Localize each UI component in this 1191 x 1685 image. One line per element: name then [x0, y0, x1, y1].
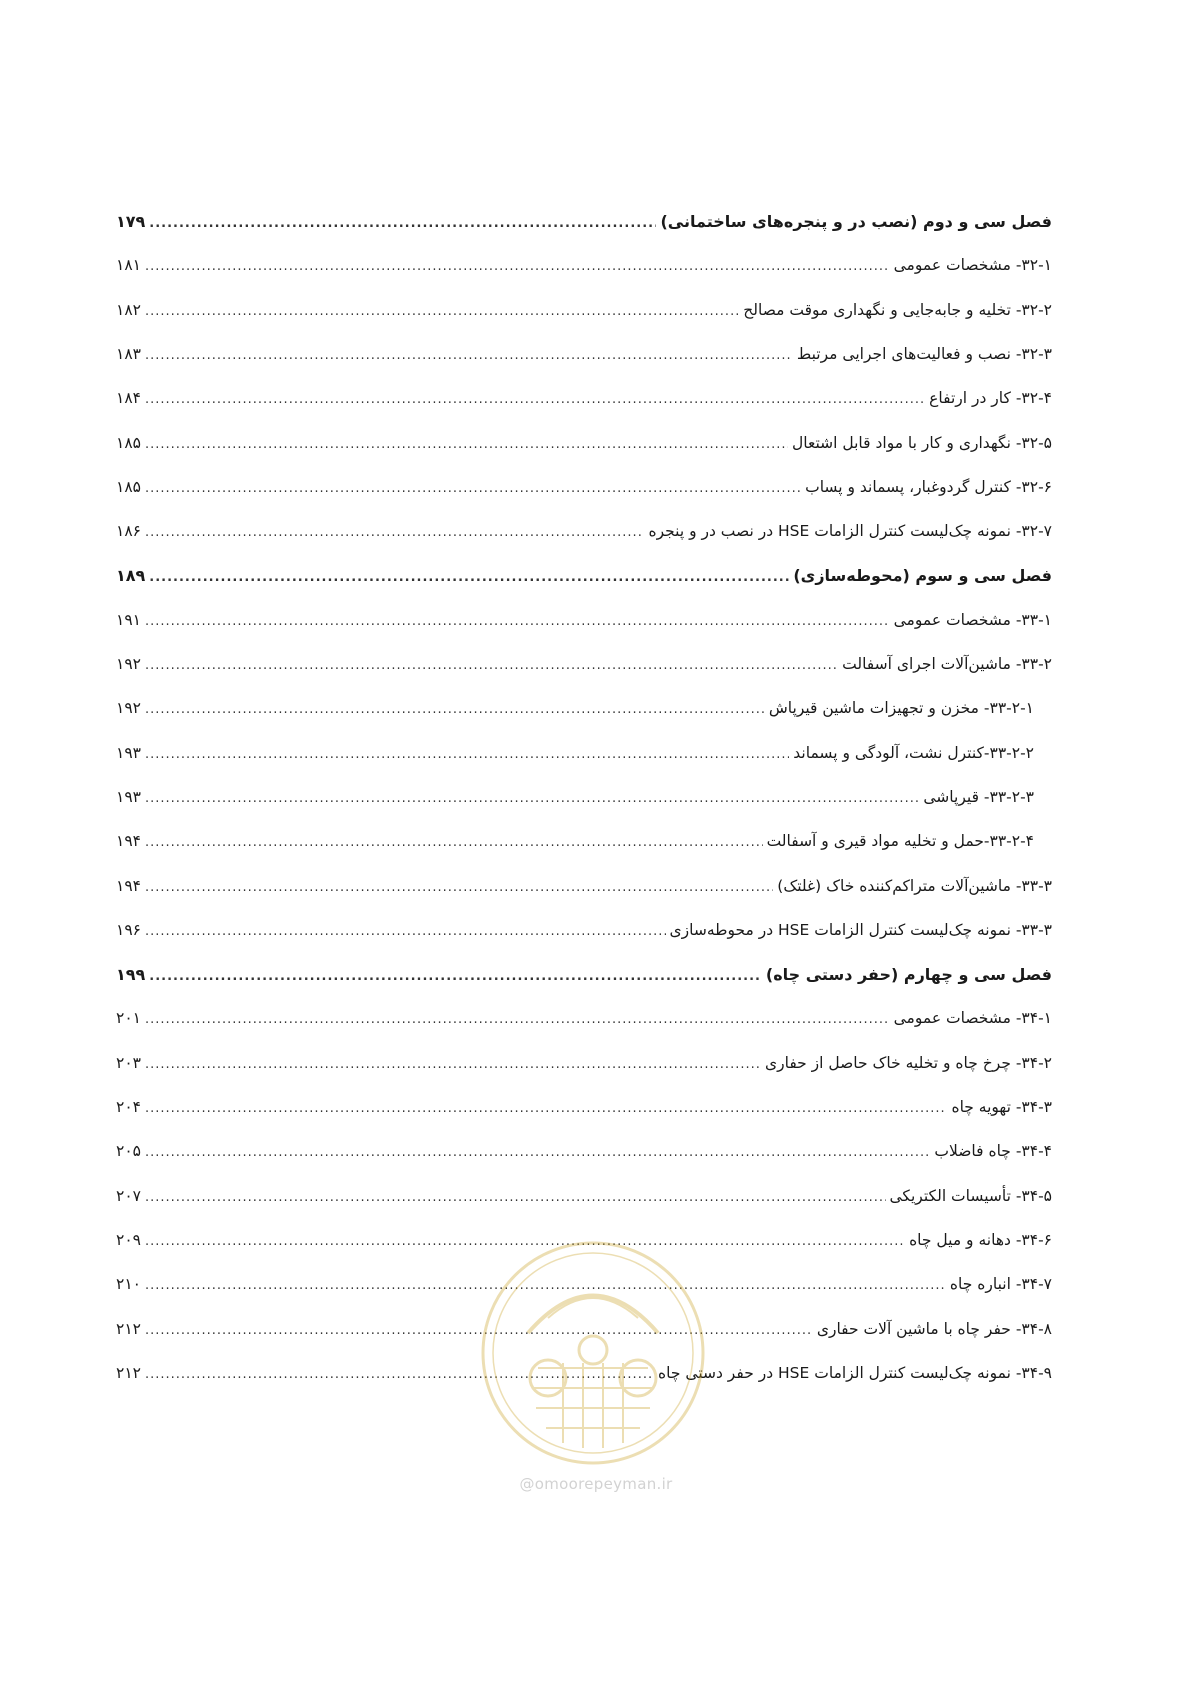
toc-entry-row[interactable]	[116, 1187, 1052, 1217]
dot-leader	[145, 1367, 654, 1382]
dot-leader	[145, 614, 890, 629]
toc-entry-title: ۳۴-۱- مشخصات عمومی	[893, 1009, 1052, 1028]
toc-page-number: ۲۱۰	[116, 1275, 141, 1294]
toc-page-number: ۱۹۲	[116, 699, 141, 718]
toc-entry-row[interactable]	[116, 522, 1052, 552]
toc-entry-title: ۳۳-۳- نمونه چک‌لیست کنترل الزامات HSE در محوطه‌سازی	[669, 920, 1052, 939]
dot-leader	[145, 348, 793, 363]
toc-entry-title: فصل سی و دوم (نصب در و پنجره‌های ساختمانی)	[660, 212, 1052, 231]
dot-leader	[145, 1323, 813, 1338]
toc-chapter-row[interactable]	[116, 212, 1052, 242]
toc-page-number: ۱۸۶	[116, 522, 141, 541]
watermark-url: @omoorepeyman.ir	[519, 1475, 673, 1493]
toc-page-number: ۲۰۷	[116, 1186, 141, 1205]
toc-entry-row[interactable]	[116, 611, 1052, 641]
toc-entry-row[interactable]	[116, 699, 1052, 729]
toc-page-number: ۱۹۳	[116, 743, 141, 762]
toc-entry-row[interactable]	[116, 744, 1052, 774]
watermark-logo-icon	[478, 1238, 708, 1468]
dot-leader	[149, 570, 789, 585]
dot-leader	[145, 747, 789, 762]
toc-entry-title: ۳۴-۶- دهانه و میل چاه	[909, 1230, 1052, 1249]
toc-entry-row[interactable]	[116, 788, 1052, 818]
toc-entry-row[interactable]	[116, 1009, 1052, 1039]
toc-entry-row[interactable]	[116, 655, 1052, 685]
toc-page-number: ۱۹۳	[116, 787, 141, 806]
dot-leader	[145, 702, 765, 717]
toc-page-number: ۱۸۲	[116, 300, 141, 319]
toc-page-number: ۱۸۵	[116, 477, 141, 496]
toc-entry-row[interactable]	[116, 256, 1052, 286]
toc-entry-title: ۳۴-۷- انباره چاه	[949, 1275, 1052, 1294]
toc-entry-row[interactable]	[116, 478, 1052, 508]
toc-entry-row[interactable]	[116, 1320, 1052, 1350]
toc-page-number: ۲۰۳	[116, 1053, 141, 1072]
toc-entry-title: ۳۲-۴- کار در ارتفاع	[929, 389, 1052, 408]
toc-page-number: ۱۹۴	[116, 876, 141, 895]
dot-leader	[145, 1057, 761, 1072]
toc-entry-row[interactable]	[116, 1098, 1052, 1128]
toc-page-number: ۲۰۵	[116, 1142, 141, 1161]
toc-entry-row[interactable]	[116, 1054, 1052, 1084]
dot-leader	[149, 969, 762, 984]
dot-leader	[145, 924, 666, 939]
dot-leader	[145, 259, 890, 274]
toc-entry-row[interactable]	[116, 1275, 1052, 1305]
toc-page-number: ۱۹۲	[116, 655, 141, 673]
toc-entry-title: فصل سی و چهارم (حفر دستی چاه)	[765, 965, 1052, 985]
toc-page-number: ۱۸۴	[116, 389, 141, 408]
toc-entry-row[interactable]	[116, 921, 1052, 951]
toc-entry-title: ۳۲-۲- تخلیه و جابه‌جایی و نگهداری موقت مصالح	[743, 300, 1052, 319]
toc-page-number: ۲۱۲	[116, 1319, 141, 1338]
dot-leader	[145, 1012, 890, 1027]
toc-entry-title: ۳۲-۳- نصب و فعالیت‌های اجرایی مرتبط	[796, 344, 1052, 363]
toc-chapter-row[interactable]	[116, 965, 1052, 995]
toc-entry-title: ۳۴-۴- چاه فاضلاب	[934, 1142, 1052, 1161]
dot-leader	[145, 658, 838, 673]
dot-leader	[145, 437, 788, 452]
dot-leader	[145, 835, 763, 850]
toc-entry-title: ۳۲-۱- مشخصات عمومی	[893, 256, 1052, 275]
toc-entry-title: ۳۳-۲-۳- قیرپاشی	[923, 787, 1034, 806]
toc-page-number: ۱۹۹	[116, 965, 146, 985]
toc-page-number: ۲۰۴	[116, 1098, 141, 1116]
dot-leader	[145, 791, 919, 806]
toc-entry-title: ۳۴-۹- نمونه چک‌لیست کنترل الزامات HSE در حفر دستی چاه	[658, 1363, 1052, 1382]
toc-entry-title: ۳۳-۲-۲-کنترل نشت، آلودگی و پسماند	[793, 743, 1034, 762]
toc-entry-row[interactable]	[116, 389, 1052, 419]
dot-leader	[149, 216, 656, 231]
toc-entry-title: ۳۲-۵- نگهداری و کار با مواد قابل اشتعال	[792, 433, 1052, 452]
toc-entry-title: ۳۳-۱- مشخصات عمومی	[893, 610, 1052, 629]
dot-leader	[145, 880, 773, 895]
toc-entry-title: ۳۳-۲-۱- مخزن و تجهیزات ماشین قیرپاش	[768, 699, 1034, 718]
dot-leader	[145, 1190, 886, 1205]
toc-entry-title: ۳۴-۳- تهویه چاه	[951, 1098, 1052, 1116]
dot-leader	[145, 1234, 905, 1249]
toc-entry-row[interactable]	[116, 877, 1052, 907]
toc-entry-title: ۳۳-۲- ماشین‌آلات اجرای آسفالت	[842, 655, 1052, 673]
toc-page-number: ۱۸۹	[116, 566, 146, 586]
toc-entry-title: ۳۳-۲-۴-حمل و تخلیه مواد قیری و آسفالت	[766, 832, 1034, 851]
toc-entry-row[interactable]	[116, 832, 1052, 862]
toc-page-number: ۲۱۲	[116, 1363, 141, 1382]
toc-page-number: ۱۷۹	[116, 212, 146, 231]
toc-entry-title: ۳۴-۸- حفر چاه با ماشین آلات حفاری	[816, 1319, 1052, 1338]
toc-page-number: ۱۹۶	[116, 920, 141, 939]
toc-entry-row[interactable]	[116, 434, 1052, 464]
toc-page-number: ۱۸۱	[116, 256, 141, 275]
toc-page-number: ۲۰۱	[116, 1009, 141, 1028]
dot-leader	[145, 1278, 946, 1293]
toc-page-number: ۱۹۱	[116, 610, 141, 629]
dot-leader	[145, 1145, 930, 1160]
dot-leader	[145, 1101, 947, 1116]
toc-entry-title: ۳۲-۶- کنترل گردوغبار، پسماند و پساب	[805, 477, 1052, 496]
toc-page-number: ۲۰۹	[116, 1230, 141, 1249]
toc-entry-title: ۳۳-۳- ماشین‌آلات متراکم‌کننده خاک (غلتک)	[777, 876, 1052, 895]
toc-entry-title: ۳۴-۲- چرخ چاه و تخلیه خاک حاصل از حفاری	[764, 1053, 1052, 1072]
toc-entry-row[interactable]	[116, 1142, 1052, 1172]
toc-entry-row[interactable]	[116, 301, 1052, 331]
toc-page-number: ۱۸۳	[116, 344, 141, 363]
toc-chapter-row[interactable]	[116, 566, 1052, 596]
dot-leader	[145, 304, 739, 319]
dot-leader	[145, 525, 645, 540]
toc-entry-title: ۳۲-۷- نمونه چک‌لیست کنترل الزامات HSE در نصب در و پنجره	[648, 522, 1052, 541]
toc-entry-row[interactable]	[116, 345, 1052, 375]
dot-leader	[145, 392, 925, 407]
toc-entry-title: فصل سی و سوم (محوطه‌سازی)	[793, 566, 1052, 586]
dot-leader	[145, 481, 801, 496]
toc-entry-row[interactable]	[116, 1231, 1052, 1261]
toc-entry-title: ۳۴-۵- تأسیسات الکتریکی	[889, 1186, 1052, 1205]
toc-page-number: ۱۸۵	[116, 433, 141, 452]
toc-entry-row[interactable]	[116, 1364, 1052, 1394]
toc-page-number: ۱۹۴	[116, 832, 141, 851]
